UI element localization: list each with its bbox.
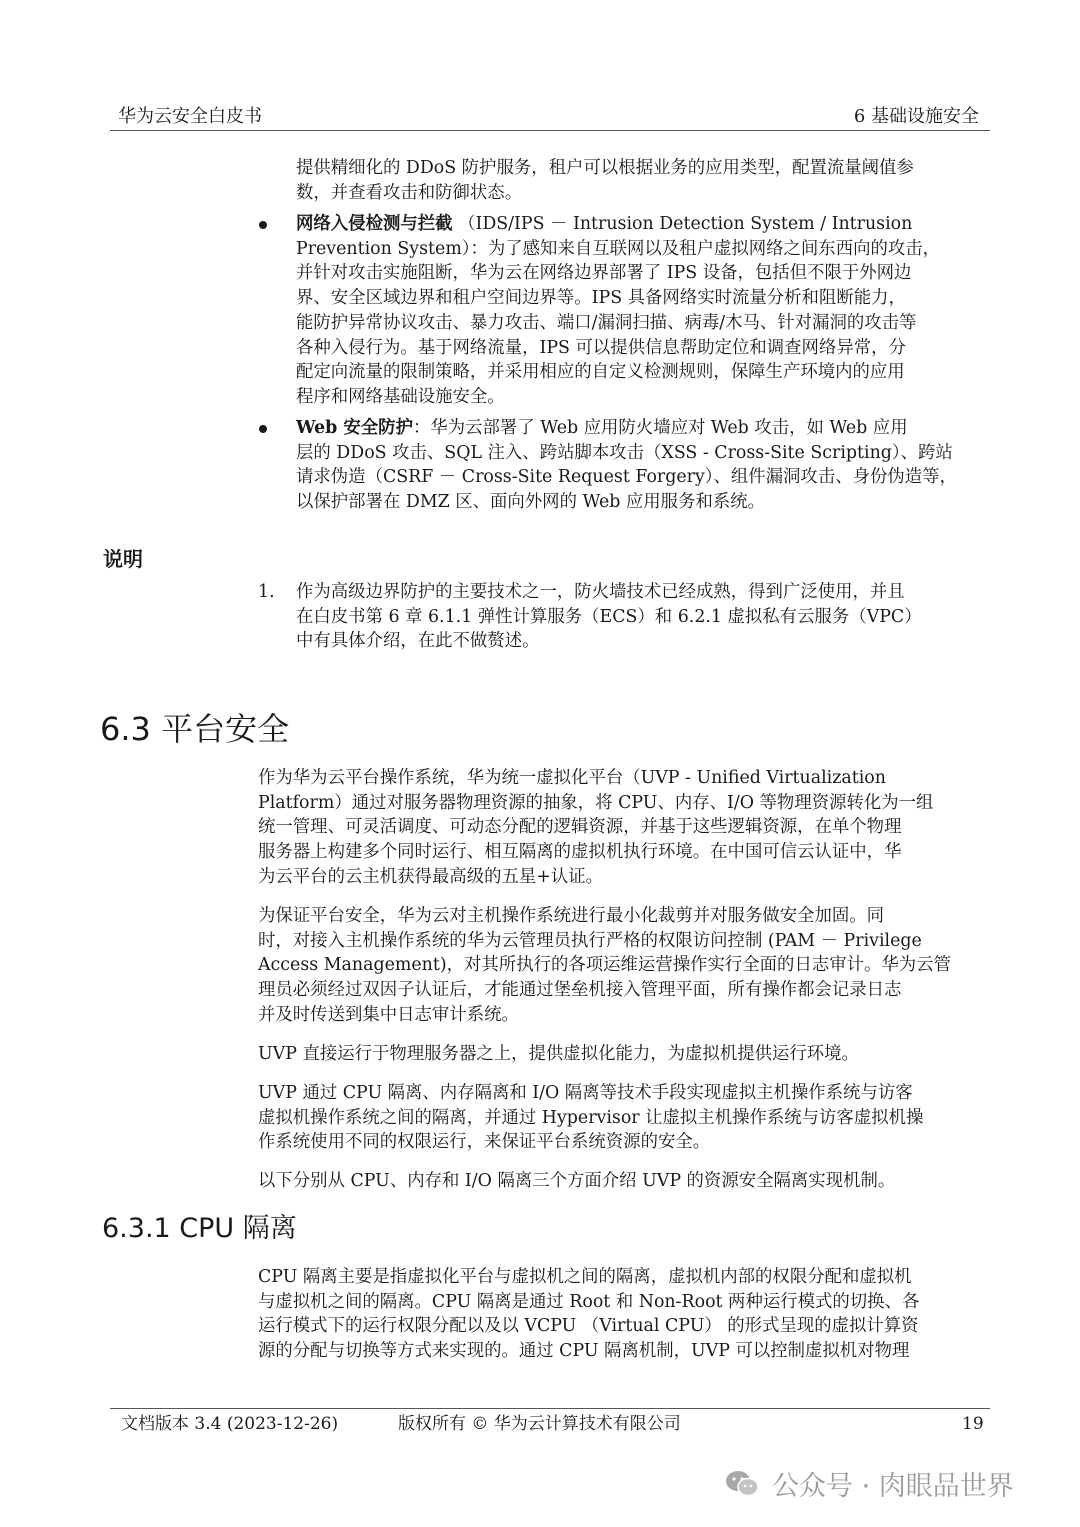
- text-line: 请求伪造（CSRF － Cross-Site Request Forgery）、组件漏洞攻击、身份伪造等，: [296, 467, 957, 488]
- text-line: （IDS/IPS － Intrusion Detection System / Intrusion: [458, 214, 913, 234]
- watermark: [724, 1464, 1014, 1506]
- section-paragraph-5: [258, 1169, 978, 1194]
- text-line: 以下分别从 CPU、内存和 I/O 隔离三个方面介绍 UVP 的资源安全隔离实现机制。: [258, 1171, 896, 1191]
- continuation-paragraph: [296, 156, 972, 205]
- text-line: Access Management)，对其所执行的各项运维运营操作实行全面的日志审计。华为云管: [258, 955, 951, 976]
- section-paragraph-4: [258, 1081, 978, 1155]
- text-line: 界、安全区域边界和租户空间边界等。IPS 具备网络实时流量分析和阻断能力，: [296, 288, 906, 309]
- text-line: 程序和网络基础设施安全。: [296, 386, 505, 407]
- header-chapter-title: 6 基础设施安全: [853, 106, 979, 127]
- section-paragraph-1: [258, 766, 978, 890]
- text-line: 服务器上构建多个同时运行、相互隔离的虚拟机执行环境。在中国可信云认证中，华: [258, 842, 902, 863]
- text-line: 并及时传送到集中日志审计系统。: [258, 1004, 519, 1025]
- text-line: 层的 DDoS 攻击、SQL 注入、跨站脚本攻击（XSS - Cross-Site Scripting）、跨站: [296, 442, 953, 463]
- text-line: Prevention System）：为了感知来自互联网以及租户虚拟网络之间东西向的攻击，: [296, 238, 941, 259]
- section-paragraph-3: [258, 1042, 978, 1067]
- text-line: UVP 通过 CPU 隔离、内存隔离和 I/O 隔离等技术手段实现虚拟主机操作系统与访客: [258, 1083, 913, 1103]
- text-line: 与虚拟机之间的隔离。CPU 隔离是通过 Root 和 Non-Root 两种运行模式的切换、各: [258, 1291, 920, 1312]
- bullet-title: Web 安全防护: [296, 418, 413, 438]
- text-line: 作系统使用不同的权限运行，来保证平台系统资源的安全。: [258, 1132, 711, 1153]
- text-line: 虚拟机操作系统之间的隔离，并通过 Hypervisor 让虚拟主机操作系统与访客虚拟机操: [258, 1107, 924, 1128]
- wechat-icon: [724, 1469, 760, 1506]
- text-line: 时，对接入主机操作系统的华为云管理员执行严格的权限访问控制 (PAM － Privilege: [258, 930, 922, 951]
- text-line: 为保证平台安全，华为云对主机操作系统进行最小化裁剪并对服务做安全加固。同: [258, 906, 885, 926]
- bullet-ids-ips: [296, 212, 972, 410]
- footer-copyright: 版权所有 © 华为云计算技术有限公司: [398, 1414, 681, 1434]
- header-divider: [110, 130, 990, 131]
- subsection-paragraph: [258, 1265, 978, 1364]
- footer-version: 文档版本 3.4 (2023-12-26): [121, 1414, 339, 1434]
- text-line: 理员必须经过双因子认证后，才能通过堡垒机接入管理平面，所有操作都会记录日志: [258, 980, 902, 1001]
- text-line: 提供精细化的 DDoS 防护服务，租户可以根据业务的应用类型，配置流量阈值参: [296, 158, 914, 178]
- text-line: ：华为云部署了 Web 应用防火墙应对 Web 攻击，如 Web 应用: [412, 418, 908, 438]
- bullet-title: 网络入侵检测与拦截: [296, 214, 453, 234]
- text-line: 配定向流量的限制策略，并采用相应的自定义检测规则，保障生产环境内的应用: [296, 362, 905, 383]
- note-title: 说明: [103, 547, 143, 571]
- text-line: 各种入侵行为。基于网络流量，IPS 可以提供信息帮助定位和调查网络异常，分: [296, 337, 906, 358]
- text-line: CPU 隔离主要是指虚拟化平台与虚拟机之间的隔离，虚拟机内部的权限分配和虚拟机: [258, 1267, 912, 1287]
- note-body: [296, 580, 972, 654]
- text-line: 为云平台的云主机获得最高级的五星+认证。: [258, 866, 603, 887]
- header-doc-title: 华为云安全白皮书: [118, 106, 262, 127]
- bullet-dot: [259, 221, 267, 229]
- text-line: 在白皮书第 6 章 6.1.1 弹性计算服务（ECS）和 6.2.1 虚拟私有云服务（VPC）: [296, 606, 922, 627]
- text-line: 统一管理、可灵活调度、可动态分配的逻辑资源，并基于这些逻辑资源，在单个物理: [258, 817, 902, 838]
- section-heading: 6.3 平台安全: [100, 710, 290, 748]
- watermark-text: 公众号 · 肉眼品世界: [772, 1471, 1014, 1502]
- text-line: UVP 直接运行于物理服务器之上，提供虚拟化能力，为虚拟机提供运行环境。: [258, 1044, 859, 1064]
- text-line: 运行模式下的运行权限分配以及以 VCPU （Virtual CPU） 的形式呈现的虚拟计算资: [258, 1316, 919, 1337]
- text-line: 能防护异常协议攻击、暴力攻击、端口/漏洞扫描、病毒/木马、针对漏洞的攻击等: [296, 312, 917, 333]
- footer-divider: [110, 1408, 990, 1409]
- text-line: Platform）通过对服务器物理资源的抽象，将 CPU、内存、I/O 等物理资源转化为一组: [258, 792, 934, 813]
- text-line: 并针对攻击实施阻断，华为云在网络边界部署了 IPS 设备，包括但不限于外网边: [296, 263, 912, 284]
- footer-page-number: 19: [962, 1414, 984, 1434]
- text-line: 源的分配与切换等方式来实现的。通过 CPU 隔离机制，UVP 可以控制虚拟机对物理: [258, 1341, 910, 1362]
- subsection-heading: 6.3.1 CPU 隔离: [102, 1213, 297, 1244]
- section-paragraph-2: [258, 904, 978, 1028]
- text-line: 以保护部署在 DMZ 区、面向外网的 Web 应用服务和系统。: [296, 492, 766, 513]
- text-line: 数，并查看攻击和防御状态。: [296, 182, 523, 203]
- note-number: 1.: [258, 582, 275, 602]
- bullet-web-security: [296, 416, 972, 515]
- text-line: 作为华为云平台操作系统，华为统一虚拟化平台（UVP - Unified Virtualization: [258, 768, 886, 788]
- text-line: 作为高级边界防护的主要技术之一，防火墙技术已经成熟，得到广泛使用，并且: [296, 582, 905, 602]
- text-line: 中有具体介绍，在此不做赘述。: [296, 631, 540, 652]
- bullet-dot: [259, 425, 267, 433]
